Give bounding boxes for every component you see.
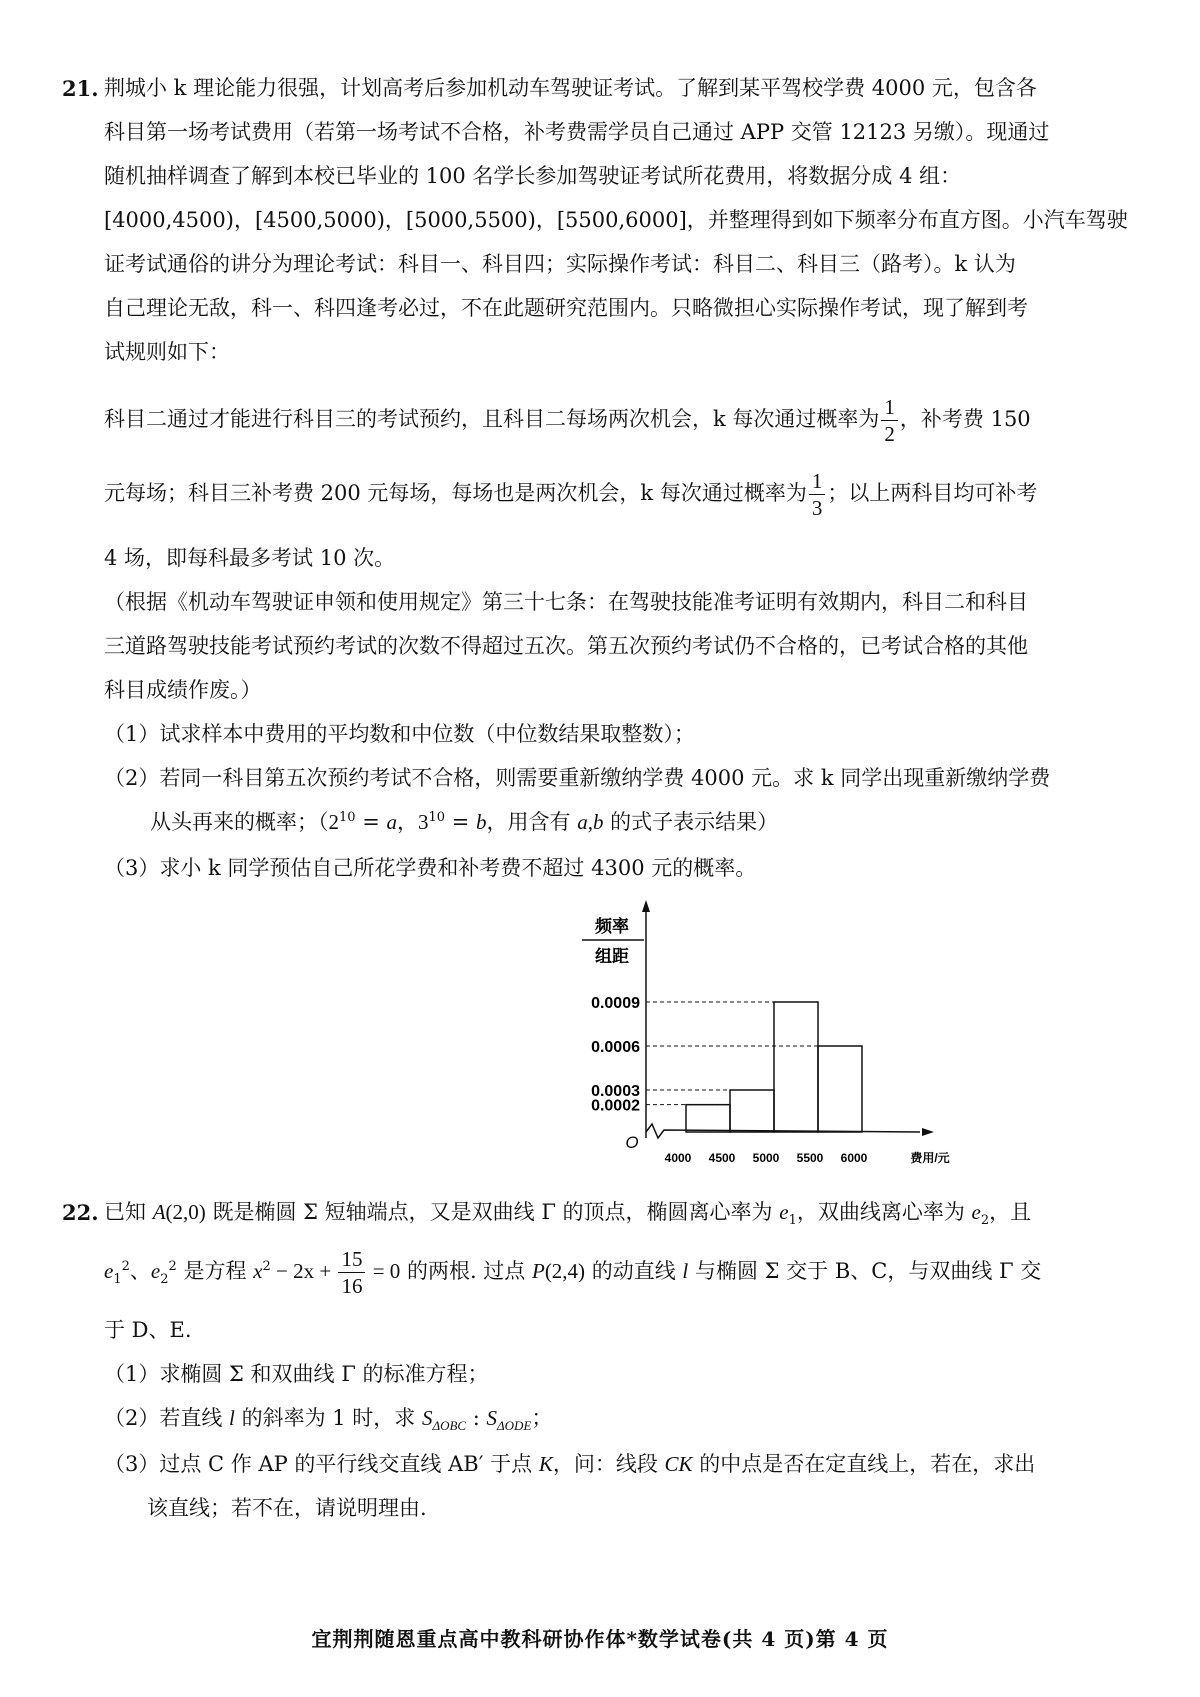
superscript: 2 bbox=[262, 1259, 271, 1274]
y-axis-label-bottom: 组距 bbox=[595, 947, 629, 966]
q22-line-3: 于 D、E. bbox=[104, 1318, 192, 1342]
subscript: 2 bbox=[160, 1272, 169, 1288]
fraction-numerator: 1 bbox=[809, 468, 826, 495]
q21-line-2: 科目第一场考试费用（若第一场考试不合格，补考费需学员自己通过 APP 交管 12123 另缴）。现通过 bbox=[104, 120, 1050, 144]
q21-note-3: 科目成绩作废。） bbox=[104, 678, 262, 702]
subscript: 1 bbox=[113, 1272, 122, 1288]
area-S: S bbox=[421, 1406, 433, 1430]
equation-middle: − 2x + bbox=[270, 1259, 337, 1283]
variable-b: b bbox=[476, 810, 487, 834]
x-tick-label: 4500 bbox=[708, 1151, 736, 1165]
text: （3）过点 C 作 AP 的平行线交直线 AB′ 于点 bbox=[104, 1452, 539, 1476]
question-22 bbox=[62, 1190, 1102, 1590]
q21-line-6: 自己理论无敌，科一、科四逢考必过，不在此题研究范围内。只略微担心实际操作考试，现了解到考 bbox=[104, 296, 1028, 320]
rule-2-text: 元每场；科目三补考费 200 元每场，每场也是两次机会，k 每次通过概率为 bbox=[104, 481, 807, 505]
text: ，问：线段 bbox=[552, 1452, 665, 1476]
fraction-denominator: 2 bbox=[884, 422, 895, 446]
text: 已知 bbox=[104, 1200, 153, 1224]
q21-note-1: （根据《机动车驾驶证申领和使用规定》第三十七条：在驾驶技能准考证明有效期内，科目二和科目 bbox=[104, 590, 1028, 614]
point-P: P bbox=[531, 1259, 545, 1283]
line-l: l bbox=[229, 1406, 235, 1430]
part-2-text: 从头再来的概率；（ bbox=[150, 810, 329, 834]
q22-part-2 bbox=[104, 1396, 552, 1441]
area-S: S bbox=[486, 1406, 498, 1430]
equals-sign: = bbox=[445, 810, 476, 834]
subscript: 1 bbox=[788, 1213, 797, 1229]
q21-line-1: 荆城小 k 理论能力很强，计划高考后参加机动车驾驶证考试。了解到某平驾校学费 4000 元，包含各 bbox=[104, 76, 1037, 100]
q21-line-7: 试规则如下： bbox=[104, 340, 230, 364]
question-number: 21. bbox=[62, 76, 99, 101]
text: 是方程 bbox=[176, 1259, 254, 1283]
question-number: 22. bbox=[62, 1200, 99, 1225]
x-tick-label: 5500 bbox=[796, 1151, 824, 1165]
histogram-bar bbox=[686, 1105, 730, 1132]
power-exponent: 10 bbox=[428, 810, 446, 825]
equation-end: = 0 bbox=[367, 1259, 401, 1283]
x-axis bbox=[646, 1124, 920, 1138]
e1-symbol: e bbox=[104, 1259, 114, 1283]
fraction-denominator: 3 bbox=[811, 496, 823, 520]
superscript: 2 bbox=[168, 1259, 177, 1274]
y-axis-label-top: 频率 bbox=[595, 917, 629, 936]
q21-line-4: [4000,4500)，[4500,5000)，[5000,5500)，[5500,6000]，并整理得到如下频率分布直方图。小汽车驾驶 bbox=[104, 208, 1128, 232]
y-tick-label: 0.0009 bbox=[591, 995, 640, 1012]
fraction-numerator: 15 bbox=[338, 1246, 365, 1273]
q21-part-2-line-2 bbox=[150, 800, 778, 845]
q21-line-5: 证考试通俗的讲分为理论考试：科目一、科目四；实际操作考试：科目二、科目三（路考）。k 认为 bbox=[104, 252, 1016, 276]
x-tick-label: 4000 bbox=[664, 1151, 692, 1165]
coordinate: (2,0) bbox=[165, 1200, 206, 1224]
x-tick-label: 6000 bbox=[840, 1151, 868, 1165]
e2-symbol: e bbox=[150, 1259, 161, 1283]
origin-label: O bbox=[625, 1133, 639, 1152]
histogram-bar bbox=[818, 1046, 862, 1132]
subscript: ΔOBC bbox=[432, 1418, 467, 1434]
fraction-one-third bbox=[809, 468, 826, 521]
y-axis-arrow bbox=[642, 900, 650, 912]
text: 的两根. 过点 bbox=[400, 1259, 532, 1283]
q22-line-2 bbox=[104, 1244, 1041, 1299]
q21-rule-1 bbox=[104, 392, 1031, 447]
text: 的中点是否在定直线上，若在，求出 bbox=[692, 1452, 1036, 1476]
fraction-numerator: 1 bbox=[881, 394, 898, 421]
power-base: 2 bbox=[328, 810, 339, 834]
q21-part-1: （1）试求样本中费用的平均数和中位数（中位数结果取整数）； bbox=[104, 722, 695, 746]
ratio-colon: : bbox=[466, 1406, 487, 1430]
superscript: 2 bbox=[121, 1259, 130, 1274]
text: 的斜率为 1 时，求 bbox=[234, 1406, 422, 1430]
separator: 、 bbox=[129, 1259, 151, 1283]
coordinate: (2,4) bbox=[544, 1259, 586, 1283]
point-A: A bbox=[152, 1200, 166, 1224]
power-base: 3 bbox=[418, 810, 429, 834]
text: （2）若直线 bbox=[104, 1406, 230, 1430]
q21-part-3: （3）求小 k 同学预估自己所花学费和补考费不超过 4300 元的概率。 bbox=[104, 856, 757, 880]
x-tick-label: 5000 bbox=[752, 1151, 780, 1165]
e2-symbol: e bbox=[971, 1200, 981, 1224]
text: 既是椭圆 Σ 短轴端点，又是双曲线 Γ 的顶点，椭圆离心率为 bbox=[205, 1200, 780, 1224]
q22-part-3-line-2: 该直线；若不在，请说明理由. bbox=[147, 1496, 427, 1520]
frequency-histogram bbox=[591, 888, 1060, 1178]
q21-rule-2 bbox=[104, 466, 1037, 521]
text: 的动直线 bbox=[585, 1259, 683, 1283]
q21-rule-3: 4 场，即每科最多考试 10 次。 bbox=[104, 546, 396, 570]
rule-1-text: 科目二通过才能进行科目三的考试预约，且科目二每场两次机会，k 每次通过概率为 bbox=[104, 407, 880, 431]
rule-1-end: ，补考费 150 bbox=[899, 407, 1031, 431]
q21-note-2: 三道路驾驶技能考试预约考试的次数不得超过五次。第五次预约考试仍不合格的，已考试合格的其他 bbox=[104, 634, 1028, 658]
q22-part-3-line-1 bbox=[104, 1442, 1035, 1487]
part-2-text: ，用含有 bbox=[486, 810, 578, 834]
rule-2-end: ；以上两科目均可补考 bbox=[827, 481, 1038, 505]
text: 与椭圆 Σ 交于 B、C，与双曲线 Γ 交 bbox=[688, 1259, 1042, 1283]
y-tick-label: 0.0003 bbox=[591, 1083, 640, 1100]
separator: ， bbox=[397, 810, 418, 834]
q22-line-1 bbox=[104, 1190, 1031, 1235]
text: ，双曲线离心率为 bbox=[796, 1200, 972, 1224]
subscript: 2 bbox=[980, 1213, 990, 1229]
power-exponent: 10 bbox=[339, 810, 356, 825]
fraction-denominator: 16 bbox=[341, 1274, 363, 1298]
page-footer: 宜荆荆随恩重点高中教科研协作体*数学试卷(共 4 页)第 4 页 bbox=[311, 1627, 889, 1651]
text: ，且 bbox=[989, 1200, 1032, 1224]
x-axis-label: 费用/元 bbox=[910, 1151, 950, 1165]
y-tick-label: 0.0002 bbox=[591, 1097, 640, 1115]
histogram-bar bbox=[774, 1002, 818, 1132]
q21-part-2-line-1: （2）若同一科目第五次预约考试不合格，则需要重新缴纳学费 4000 元。求 k 同学出现重新缴纳学费 bbox=[104, 766, 1051, 790]
e1-symbol: e bbox=[779, 1200, 789, 1224]
line-l: l bbox=[682, 1259, 689, 1283]
x-axis-arrow bbox=[922, 1128, 934, 1136]
subscript: ΔODE bbox=[497, 1418, 532, 1434]
equals-sign: = bbox=[355, 810, 387, 834]
equation-x: x bbox=[253, 1259, 263, 1283]
variables-ab: a,b bbox=[577, 810, 604, 834]
question-21 bbox=[62, 66, 1128, 806]
y-tick-label: 0.0006 bbox=[591, 1039, 640, 1056]
variable-a: a bbox=[386, 810, 397, 834]
q22-part-1: （1）求椭圆 Σ 和双曲线 Γ 的标准方程； bbox=[104, 1362, 489, 1386]
segment-CK: CK bbox=[664, 1452, 693, 1476]
text: ； bbox=[531, 1406, 553, 1430]
fraction-one-half bbox=[881, 394, 898, 447]
q21-line-3: 随机抽样调查了解到本校已毕业的 100 名学长参加驾驶证考试所花费用，将数据分成 4 组： bbox=[104, 164, 962, 188]
point-K: K bbox=[538, 1452, 553, 1476]
fraction-15-16 bbox=[338, 1246, 365, 1299]
part-2-text: 的式子表示结果） bbox=[603, 810, 779, 834]
histogram-bar bbox=[730, 1090, 774, 1132]
